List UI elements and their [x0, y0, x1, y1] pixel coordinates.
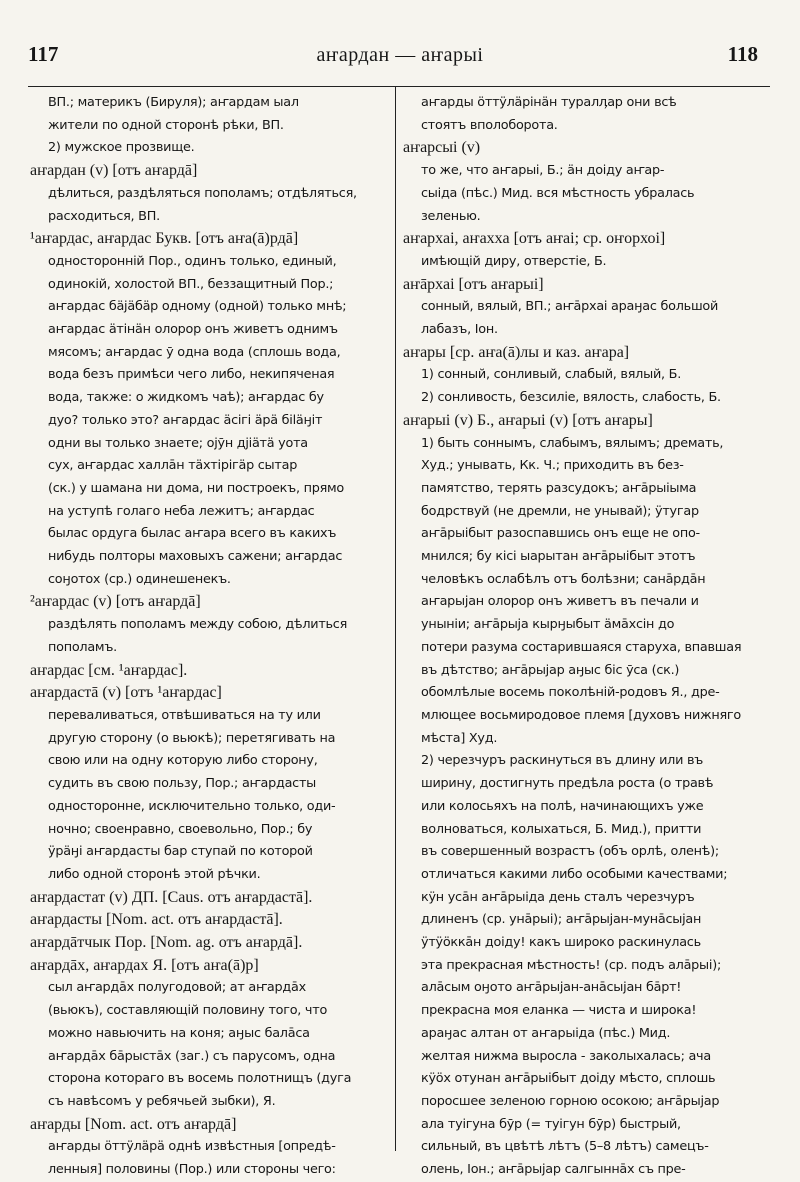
entry-text-line: одинокій, холостой ВП., беззащитный Пор.; [48, 276, 334, 292]
entry-headword: аҥары [ср. аҥа(ā)лы и каз. аҥара] [403, 343, 630, 361]
entry-text-line: или колосьяхъ на полѣ, начинающихъ уже [421, 798, 704, 814]
entry-text-line: памятство, терять разсудокъ; аҥāрыіыма [421, 480, 697, 496]
entry-headword: аҥардас [см. ¹аҥардас]. [30, 661, 188, 679]
entry-text-line: мнился; бу кiсi ыарытан аҥāрыібыт этотъ [421, 549, 696, 565]
entry-text-line: можно навьючить на коня; аӈыс балāса [48, 1025, 310, 1041]
entry-text-line: съ навѣсомъ у ребячьей зыбки), Я. [48, 1093, 276, 1109]
entry-text-line: аҥарды öттӱлäрiнäн туралӆар они всѣ [421, 95, 677, 110]
entry-text-line: имѣющій диру, отверстіе, Б. [421, 253, 607, 269]
entry-text-line: (вьюкъ), составляющій половину того, что [48, 1003, 328, 1019]
entry-text-line: былас ордуга былас аҥара всего въ какихъ [48, 526, 337, 542]
entry-text-line: вода, также: о жидкомъ чаѣ); аҥардас бу [48, 390, 324, 406]
entry-text-line: вода безъ примѣси чего либо, некипяченая [48, 367, 335, 383]
entry-text-line: аҥардас äтiнäн олорор онъ живетъ однимъ [48, 322, 338, 338]
entry-text-line: нибудь полторы маховыхъ сажени; аҥардас [48, 549, 343, 565]
entry-text-line: сух, аҥардас халлāн тäхтiрiгäр сытар [48, 458, 298, 474]
entry-text-line: 2) сонливость, безсиліе, вялость, слабость, Б. [421, 390, 721, 406]
entry-text-line: на уступѣ голаго неба лежитъ; аҥардас [48, 503, 315, 519]
entry-text-line: ӱтӱöккāн доіду! какъ широко раскинулась [421, 935, 701, 951]
entry-headword: аҥардāтчык Пор. [Nom. ag. отъ аҥардā]. [30, 934, 303, 952]
entry-text-line: мясомъ; аҥардас ӯ одна вода (сплошь вода, [48, 344, 341, 360]
entry-text-line: желтая нижма выросла - заколыхалась; ача [421, 1048, 711, 1064]
entry-text-line: мѣста] Худ. [421, 730, 498, 746]
entry-headword: аҥарды [Nom. act. отъ аҥардā] [30, 1115, 237, 1133]
entry-text-line: ВП.; материкъ (Бируля); аҥардам ыал [48, 95, 299, 110]
entry-text-line: эта прекрасная мѣстность! (ср. подъ алāрыі); [421, 957, 722, 973]
entry-text-line: ночно; своенравно, своевольно, Пор.; бу [48, 821, 313, 837]
entry-text-line: араӈас алтан от аҥарыіда (пѣс.) Мид. [421, 1025, 671, 1041]
entry-text-line: дѣлиться, раздѣляться пополамъ; отдѣляться, [48, 185, 357, 201]
entry-text-line: односторонній Пор., одинъ только, единый, [48, 253, 337, 269]
entry-text-line: (ск.) у шамана ни дома, ни построекъ, прямо [48, 480, 345, 496]
entry-text-line: аҥардас бäјäбäр одному (одной) только мнѣ; [48, 299, 347, 315]
page-header [0, 30, 800, 70]
entry-text-line: олень, Іон.; аҥāрыјар салгыннāх съ пре- [421, 1162, 686, 1178]
entry-text-line: 2) мужское прозвище. [48, 140, 195, 156]
entry-text-line: въ совершенный возрастъ (объ орлѣ, оленѣ); [421, 844, 719, 860]
entry-text-line: ала туігуна бӯр (= туігун бӯр) быстрый, [421, 1116, 681, 1132]
entry-headword: аҥардастā (v) [отъ ¹аҥардас] [30, 684, 222, 702]
entry-headword: аҥардан (v) [отъ аҥардā] [30, 162, 198, 180]
entry-text-line: сильный, въ цвѣтѣ лѣтъ (5–8 лѣтъ) самецъ- [421, 1139, 709, 1155]
entry-headword: аҥардастат (v) ДП. [Caus. отъ аҥардастā]. [30, 888, 313, 906]
entry-headword: аҥāрхаі [отъ аҥарыі] [403, 275, 544, 293]
entry-text-line: переваливаться, отвѣшиваться на ту или [48, 707, 321, 723]
entry-text-line: ленныя] половины (Пор.) или стороны чего: [48, 1162, 336, 1178]
page-number-left: 117 [28, 42, 59, 66]
entry-text-line: аҥардāх бāрыстāх (заг.) съ парусомъ, одна [48, 1048, 336, 1064]
entry-text-line: человѣкъ ослабѣлъ отъ болѣзни; санāрдāн [421, 571, 706, 587]
entry-text-line: раздѣлять пополамъ между собою, дѣлиться [48, 617, 348, 633]
entry-headword: аҥархаі, аҥахха [отъ аҥаі; ср. оҥорхоі] [403, 230, 666, 248]
running-title: аҥардан — аҥарыі [316, 44, 484, 66]
entry-text-line: бодрствуй (не дремли, не унывай); ӱтугар [421, 503, 699, 519]
entry-text-line: либо одной сторонѣ этой рѣчки. [48, 866, 261, 882]
entry-headword: аҥарыі (v) Б., аҥарыі (v) [отъ аҥары] [403, 411, 653, 429]
entry-text-line: аҥāрыібыт разоспавшись онъ еще не опо- [421, 526, 700, 542]
header-rule [28, 86, 770, 87]
entry-text-line: волноваться, колыхаться, Б. Мид.), притти [421, 821, 702, 837]
entry-text-line: жители по одной сторонѣ рѣки, ВП. [48, 117, 284, 133]
entry-text-line: кӱн усāн аҥāрыіда день сталъ черезчуръ [421, 889, 695, 905]
entry-text-line: расходиться, ВП. [48, 208, 160, 224]
entry-text-line: алāсым оӈото аҥāрыјан-анāсыјан бāрт! [421, 980, 682, 996]
entry-headword: аҥардāх, аҥардах Я. [отъ аҥа(ā)р] [30, 956, 259, 974]
entry-text-line: обомлѣлые восемь поколѣній-родовъ Я., дре- [421, 685, 720, 701]
entry-text-line: въ дѣтство; аҥāрыјар аӈыс бiс ӯса (ск.) [421, 662, 680, 678]
left-column [30, 92, 385, 1182]
entry-text-line: ӱрäӈi аҥардасты бар ступай по которой [48, 844, 313, 860]
entry-text-line: сыіда (пѣс.) Мид. вся мѣстность убралась [421, 185, 695, 201]
entry-text-line: млющее восьмиродовое племя [духовъ нижняго [421, 707, 741, 723]
entry-text-line: аҥарды öттӱлäрä однѣ извѣстныя [опредѣ- [48, 1139, 336, 1155]
entry-text-line: то же, что аҥарыі, Б.; äн доіду аҥар- [421, 163, 665, 179]
entry-headword: ²аҥардас (v) [отъ аҥардā] [30, 593, 201, 611]
entry-text-line: дуо? только это? аҥардас äсiгi äрä бiläӈiт [48, 412, 323, 428]
entry-text-line: поросшее зеленою горною осокою; аҥāрыјар [421, 1093, 720, 1109]
entry-headword: аҥардасты [Nom. act. отъ аҥардастā]. [30, 911, 283, 929]
entry-text-line: стоятъ вполоборота. [421, 117, 558, 133]
entry-text-line: свою или на одну которую либо сторону, [48, 753, 318, 769]
entry-text-line: пополамъ. [48, 639, 117, 655]
entry-text-line: лабазъ, Іон. [421, 322, 498, 338]
entry-text-line: сонный, вялый, ВП.; аҥāрхаі араӈас большой [421, 299, 719, 315]
page-number-right: 118 [727, 42, 758, 66]
entry-text-line: другую сторону (о вьюкѣ); перетягивать на [48, 730, 336, 746]
entry-text-line: длиненъ (ср. унāрыі); аҥāрыјан-мунāсыјан [421, 912, 702, 928]
entry-text-line: сыл аҥардāх полугодовой; ат аҥардāх [48, 980, 306, 996]
entry-text-line: судить въ свою пользу, Пор.; аҥардасты [48, 776, 317, 792]
entry-text-line: 1) быть соннымъ, слабымъ, вялымъ; дремать, [421, 435, 724, 451]
entry-text-line: потери разума состарившаяся старуха, впавшая [421, 639, 742, 655]
entry-text-line: 1) сонный, сонливый, слабый, вялый, Б. [421, 367, 682, 383]
entry-text-line: уныніи; аҥāрыја кырӈыбыт äмāхсiн до [421, 617, 675, 633]
right-column [403, 92, 768, 1182]
entry-text-line: соӈотох (ср.) одинешенекъ. [48, 571, 231, 587]
entry-text-line: 2) черезчуръ раскинуться въ длину или въ [421, 753, 704, 769]
entry-text-line: зеленью. [421, 208, 481, 224]
entry-text-line: Худ.; унывать, Кк. Ч.; приходить въ без- [421, 458, 684, 474]
entry-text-line: ширину, достигнуть предѣла роста (о травѣ [421, 776, 714, 792]
entry-text-line: отличаться какими либо особыми качествами; [421, 866, 728, 882]
entry-text-line: одни вы только знаете; ојӯн дјiäтä уота [48, 435, 308, 451]
entry-text-line: аҥарыјан олорор онъ живетъ въ печали и [421, 594, 699, 610]
column-divider [395, 86, 396, 1151]
entry-text-line: прекрасна моя еланка — чиста и широка! [421, 1003, 697, 1019]
entry-text-line: кӱöх отунан аҥāрыібыт доіду мѣсто, сплошь [421, 1071, 716, 1087]
entry-text-line: сторона которагo въ восемь полотнищъ (дуга [48, 1071, 352, 1087]
entry-headword: ¹аҥардас, аҥардас Букв. [отъ аҥа(ā)рдā] [30, 230, 299, 248]
entry-headword: аҥарсыі (v) [403, 139, 481, 157]
entry-text-line: односторонне, исключительно только, оди- [48, 798, 336, 814]
